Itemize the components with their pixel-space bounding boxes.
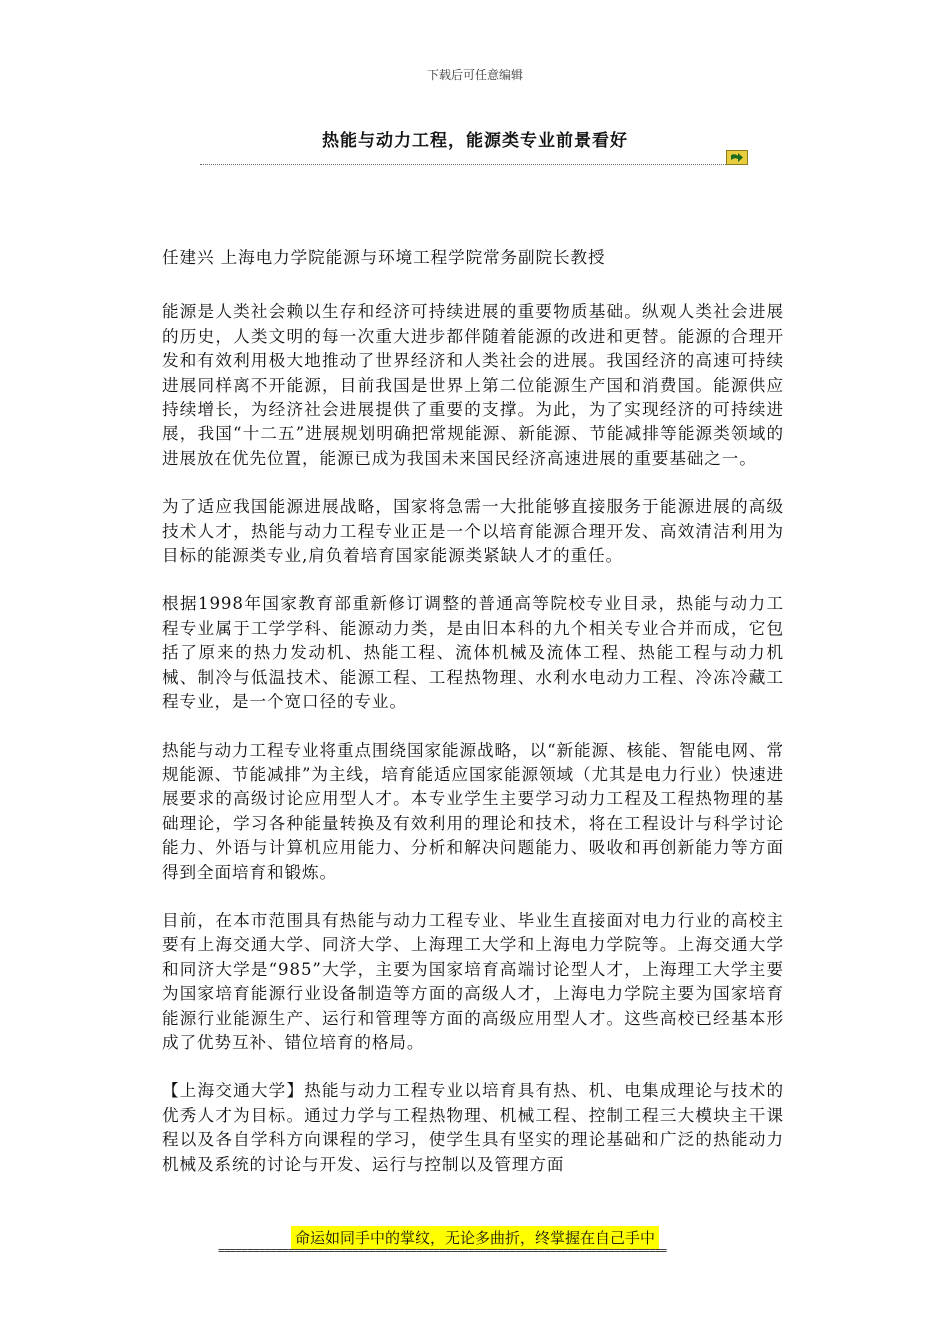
page-title: 热能与动力工程，能源类专业前景看好 (322, 131, 628, 151)
right-arrow-icon[interactable] (726, 150, 748, 165)
dotted-divider (200, 164, 728, 165)
author-line: 任建兴 上海电力学院能源与环境工程学院常务副院长教授 (162, 248, 606, 267)
paragraph-1: 能源是人类社会赖以生存和经济可持续进展的重要物质基础。纵观人类社会进展的历史，人类文明的每一次重大进步都伴随着能源的改进和更替。能源的合理开发和有效利用极大地推动了世界经济和人类社会的进展。我国经济的高速可持续进展同样离不开能源，目前我国是世界上第二位能源生产国和消费国。能源供应持续增长，为经济社会进展提供了重要的支撑。为此，为了实现经济的可持续进展，我国“十二五”进展规划明确把常规能源、新能源、节能减排等能源类领域的进展放在优先位置，能源已成为我国未来国民经济高速进展的重要基础之一。 (162, 302, 784, 468)
right-arrow-glyph (729, 152, 745, 163)
paragraph-4: 热能与动力工程专业将重点围绕国家能源战略，以“新能源、核能、智能电网、常规能源、节能减排”为主线，培育能适应国家能源领域（尤其是电力行业）快速进展要求的高级讨论应用型人才。本专业学生主要学习动力工程及工程热物理的基础理论，学习各种能量转换及有效利用的理论和技术，将在工程设计与科学讨论能力、外语与计算机应用能力、分析和解决问题能力、吸收和再创新能力等方面得到全面培育和锻炼。 (162, 740, 784, 882)
paragraph-2: 为了适应我国能源进展战略，国家将急需一大批能够直接服务于能源进展的高级技术人才，热能与动力工程专业正是一个以培育能源合理开发、高效清洁利用为目标的能源类专业,肩负着培育国家能源类紧缺人才的重任。 (162, 497, 784, 566)
header-note: 下载后可任意编辑 (426, 68, 523, 82)
article-body (162, 246, 784, 1201)
paragraph-6: 【上海交通大学】热能与动力工程专业以培育具有热、机、电集成理论与技术的优秀人才为目标。通过力学与工程热物理、机械工程、控制工程三大模块主干课程以及各自学科方向课程的学习，使学生具有坚实的理论基础和广泛的热能动力机械及系统的讨论与开发、运行与控制以及管理方面 (162, 1081, 784, 1174)
paragraph-5: 目前，在本市范围具有热能与动力工程专业、毕业生直接面对电力行业的高校主要有上海交通大学、同济大学、上海理工大学和上海电力学院等。上海交通大学和同济大学是“985”大学，主要为国家培育高端讨论型人才，上海理工大学主要为国家培育能源行业设备制造等方面的高级人才，上海电力学院主要为国家培育能源行业能源生产、运行和管理等方面的高级应用型人才。这些高校已经基本形成了优势互补、错位培育的格局。 (162, 910, 784, 1052)
footer-rule: ============================================================================= (218, 1245, 667, 1257)
footer-motto: 命运如同手中的掌纹，无论多曲折，终掌握在自己手中 (291, 1226, 659, 1249)
paragraph-3: 根据1998年国家教育部重新修订调整的普通高等院校专业目录，热能与动力工程专业属于工学学科、能源动力类，是由旧本科的九个相关专业合并而成，它包括了原来的热力发动机、热能工程、流体机械及流体工程、热能工程与动力机械、制冷与低温技术、能源工程、工程热物理、水利水电动力工程、冷冻冷藏工程专业，是一个宽口径的专业。 (162, 594, 784, 712)
